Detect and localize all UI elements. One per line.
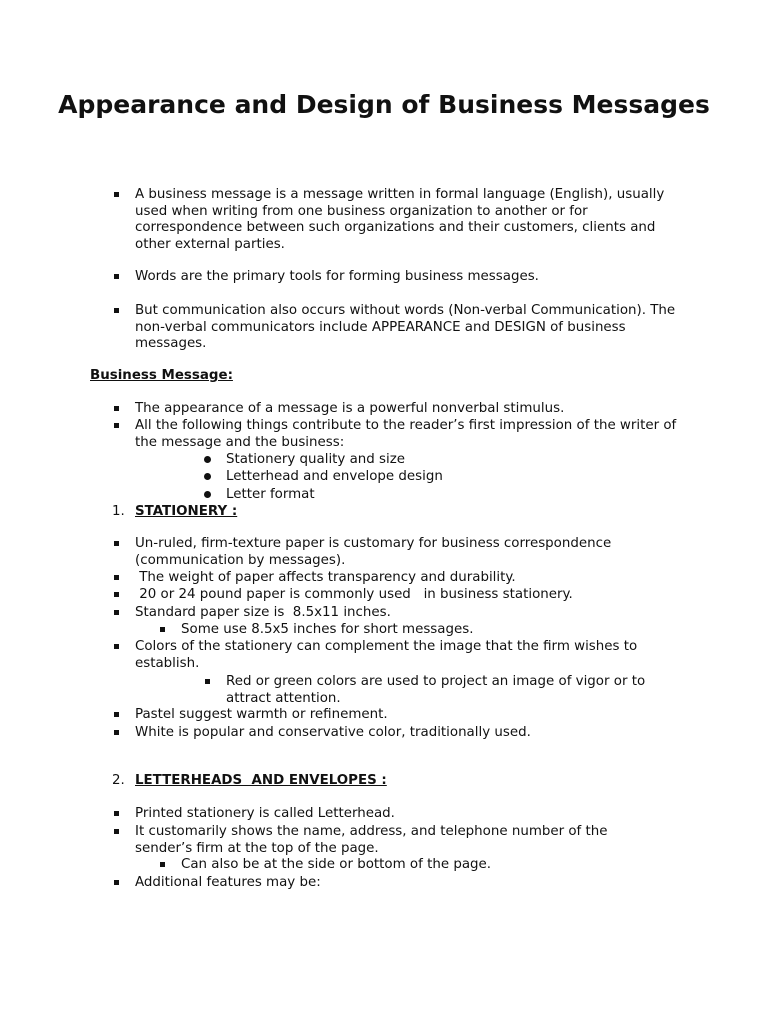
intro-paragraph-1: A business message is a message written in formal language (English), usually used when writing from one business organization to another or for correspondence between such organizations and their customers, clients and other external parties.: [135, 187, 665, 252]
stationery-item: Standard paper size is 8.5x11 inches.: [135, 605, 391, 620]
bullet-square-icon: [114, 192, 119, 197]
bullet-square-icon: [114, 274, 119, 279]
business-message-subitem: Letterhead and envelope design: [226, 469, 443, 484]
bullet-dot-icon: [204, 473, 211, 480]
bullet-square-icon: [205, 679, 210, 684]
letterheads-subitem: Can also be at the side or bottom of the page.: [181, 857, 492, 872]
business-message-item: All the following things contribute to the reader’s first impression of the writer of the message and the business:: [135, 418, 677, 450]
intro-paragraph-3: But communication also occurs without words (Non-verbal Communication). The non-verbal communicators include APPEARANCE and DESIGN of business messages.: [135, 303, 676, 351]
stationery-subitem: Red or green colors are used to project an image of vigor or to attract attention.: [226, 674, 646, 706]
section-number: 2.: [112, 773, 125, 788]
bullet-square-icon: [114, 541, 119, 546]
bullet-dot-icon: [204, 491, 211, 498]
bullet-square-icon: [114, 423, 119, 428]
bullet-square-icon: [114, 730, 119, 735]
letterheads-heading: LETTERHEADS AND ENVELOPES :: [135, 773, 387, 788]
stationery-subitem: Some use 8.5x5 inches for short messages.: [181, 622, 474, 637]
letterheads-item: It customarily shows the name, address, and telephone number of the sender’s firm at the top of the page.: [135, 824, 608, 856]
stationery-item: Pastel suggest warmth or refinement.: [135, 707, 388, 722]
intro-paragraph-2: Words are the primary tools for forming business messages.: [135, 269, 539, 284]
bullet-dot-icon: [204, 456, 211, 463]
bullet-square-icon: [114, 610, 119, 615]
bullet-square-icon: [160, 627, 165, 632]
bullet-square-icon: [114, 575, 119, 580]
bullet-square-icon: [114, 592, 119, 597]
bullet-square-icon: [114, 644, 119, 649]
bullet-square-icon: [114, 829, 119, 834]
stationery-heading: STATIONERY :: [135, 504, 238, 519]
letterheads-item: Printed stationery is called Letterhead.: [135, 806, 395, 821]
business-message-item: The appearance of a message is a powerful nonverbal stimulus.: [135, 401, 565, 416]
bullet-square-icon: [114, 712, 119, 717]
stationery-item: The weight of paper affects transparency and durability.: [135, 570, 516, 585]
letterheads-item: Additional features may be:: [135, 875, 321, 890]
stationery-item: Colors of the stationery can complement the image that the firm wishes to establish.: [135, 639, 638, 671]
stationery-item: White is popular and conservative color, traditionally used.: [135, 725, 531, 740]
bullet-square-icon: [114, 406, 119, 411]
stationery-item: Un-ruled, firm-texture paper is customary for business correspondence (communication by messages).: [135, 536, 612, 568]
bullet-square-icon: [114, 880, 119, 885]
business-message-heading: Business Message:: [90, 368, 233, 383]
business-message-subitem: Letter format: [226, 487, 315, 502]
bullet-square-icon: [160, 862, 165, 867]
bullet-square-icon: [114, 811, 119, 816]
section-number: 1.: [112, 504, 125, 519]
business-message-subitem: Stationery quality and size: [226, 452, 406, 467]
page-title: Appearance and Design of Business Messages: [58, 90, 710, 119]
bullet-square-icon: [114, 308, 119, 313]
stationery-item: 20 or 24 pound paper is commonly used in business stationery.: [135, 587, 573, 602]
